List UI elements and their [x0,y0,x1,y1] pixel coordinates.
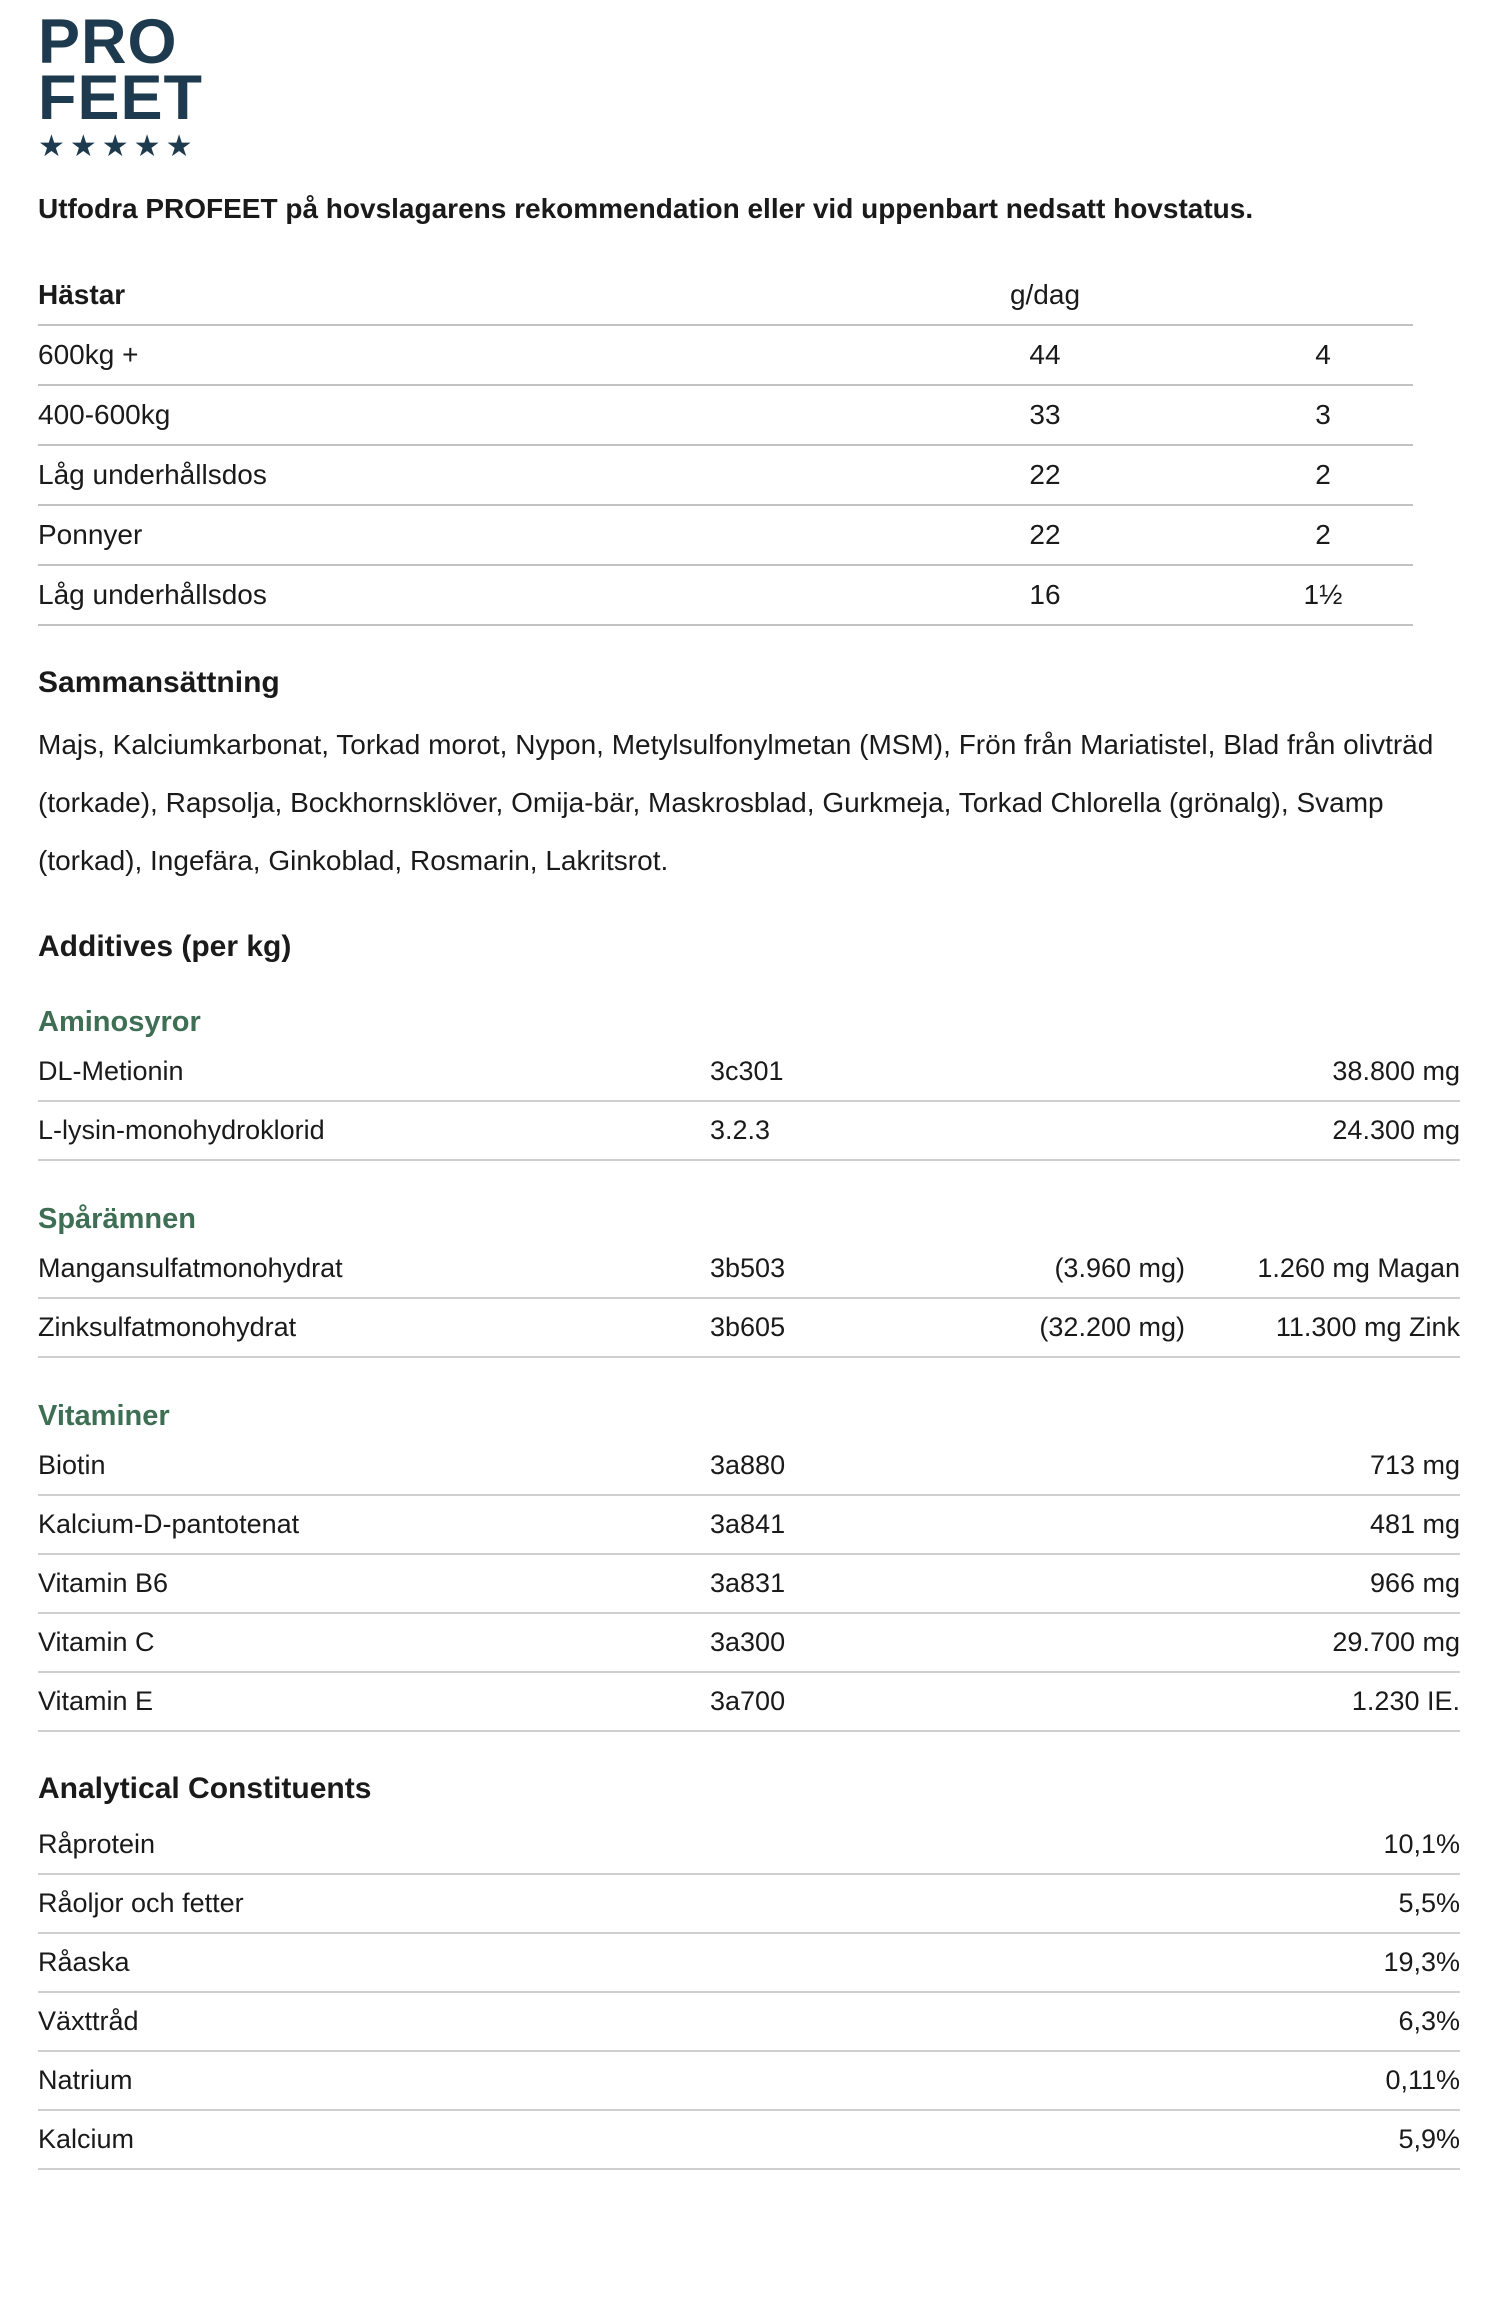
table-row [38,1043,1460,1102]
dosage-measures: 4 [1315,339,1331,370]
five-star-icons: ★★★★★ [38,130,198,163]
table-row [38,326,1413,386]
dosage-label: 600kg + [38,339,139,370]
table-row [38,1614,1460,1673]
table-row [38,1240,1460,1299]
table-row [38,386,1413,446]
table-row [38,1555,1460,1614]
table-row [38,2052,1460,2111]
table-row [38,1816,1460,1875]
additive-code: 3c301 [710,1056,784,1086]
table-row [38,1437,1460,1496]
dosage-measures: 3 [1315,399,1331,430]
table-row [38,446,1413,506]
dosage-table-header [38,266,1413,326]
section-heading-additives: Additives (per kg) [38,930,292,963]
analysis-value: 10,1% [1383,1829,1460,1859]
composition-text: Majs, Kalciumkarbonat, Torkad morot, Nypon, Metylsulfonylmetan (MSM), Frön från Mariatistel, Blad från olivträd (torkade), Rapsolja, Bockhornsklöver, Omija-bär, Maskrosblad, Gurkmeja, Torkad Chlorella (grönalg), Svamp (torkad), Ingefära, Ginkoblad, Rosmarin, Lakritsrot. [38,729,1434,876]
table-row [38,1993,1460,2052]
dosage-label: Ponnyer [38,519,143,550]
additive-code: 3a841 [710,1509,786,1539]
group-heading-vitamins: Vitaminer [38,1400,170,1432]
additive-name: Kalcium-D-pantotenat [38,1509,300,1539]
additive-name: Biotin [38,1450,106,1480]
additive-value: 38.800 mg [1332,1056,1460,1086]
group-heading-trace-elements: Spårämnen [38,1203,196,1235]
dosage-measures: 1½ [1303,579,1343,610]
analysis-value: 5,5% [1398,1888,1460,1918]
dosage-header-horses: Hästar [38,279,126,310]
additive-code: 3a880 [710,1450,786,1480]
additive-name: DL-Metionin [38,1056,184,1086]
additive-name: Vitamin C [38,1627,155,1657]
analysis-value: 5,9% [1398,2124,1460,2154]
dosage-measures: 2 [1315,519,1331,550]
additive-name: Vitamin E [38,1686,154,1716]
dosage-measures: 2 [1315,459,1331,490]
table-row [38,1102,1460,1161]
group-heading-amino-acids: Aminosyror [38,1006,201,1038]
additive-code: 3a831 [710,1568,786,1598]
additive-value: 11.300 mg Zink [1275,1312,1460,1342]
section-heading-analysis: Analytical Constituents [38,1772,372,1805]
table-row [38,1673,1460,1732]
additive-code: 3.2.3 [710,1115,771,1145]
vitamins-table [38,1437,1460,1732]
analysis-name: Växttråd [38,2006,139,2036]
intro-text: Utfodra PROFEET på hovslagarens rekommendation eller vid uppenbart nedsatt hovstatus. [38,193,1254,224]
additive-code: 3a700 [710,1686,786,1716]
analysis-name: Kalcium [38,2124,135,2154]
additive-code: 3b503 [710,1253,786,1283]
dosage-grams: 16 [1029,579,1061,610]
analysis-table [38,1816,1460,2170]
additive-paren: (32.200 mg) [1039,1312,1185,1342]
table-row [38,1299,1460,1358]
analysis-name: Natrium [38,2065,133,2095]
additive-value: 1.260 mg Magan [1257,1253,1460,1283]
additive-name: Mangansulfatmonohydrat [38,1253,343,1283]
section-heading-composition: Sammansättning [38,666,280,699]
dosage-label: Låg underhållsdos [38,579,267,610]
additive-paren: (3.960 mg) [1054,1253,1185,1283]
table-row [38,1934,1460,1993]
logo-text-feet: FEET [38,63,204,133]
amino-acids-table [38,1043,1460,1161]
table-row [38,2111,1460,2170]
analysis-value: 0,11% [1385,2065,1460,2095]
additive-value: 481 mg [1369,1509,1460,1539]
additive-value: 24.300 mg [1332,1115,1460,1145]
additive-name: Zinksulfatmonohydrat [38,1312,297,1342]
brand-logo [38,7,1460,165]
dosage-grams: 22 [1029,519,1061,550]
additive-code: 3b605 [710,1312,786,1342]
table-row [38,566,1413,626]
table-row [38,1496,1460,1555]
logo-text-pro: PRO [38,7,178,77]
additive-name: Vitamin B6 [38,1568,169,1598]
table-row [38,1875,1460,1934]
analysis-name: Råprotein [38,1829,156,1859]
additive-name: L-lysin-monohydroklorid [38,1115,325,1145]
dosage-label: Låg underhållsdos [38,459,267,490]
dosage-label: 400-600kg [38,399,171,430]
trace-elements-table [38,1240,1460,1358]
additive-code: 3a300 [710,1627,786,1657]
dosage-grams: 22 [1029,459,1061,490]
analysis-name: Råaska [38,1947,130,1977]
additive-value: 29.700 mg [1332,1627,1460,1657]
analysis-name: Råoljor och fetter [38,1888,244,1918]
additive-value: 966 mg [1369,1568,1460,1598]
additive-value: 713 mg [1369,1450,1460,1480]
dosage-table [38,266,1413,626]
dosage-header-grams-per-day: g/dag [1009,279,1081,310]
dosage-grams: 44 [1029,339,1061,370]
table-row [38,506,1413,566]
analysis-value: 19,3% [1383,1947,1460,1977]
additive-value: 1.230 IE. [1351,1686,1460,1716]
analysis-value: 6,3% [1398,2006,1460,2036]
dosage-grams: 33 [1029,399,1061,430]
